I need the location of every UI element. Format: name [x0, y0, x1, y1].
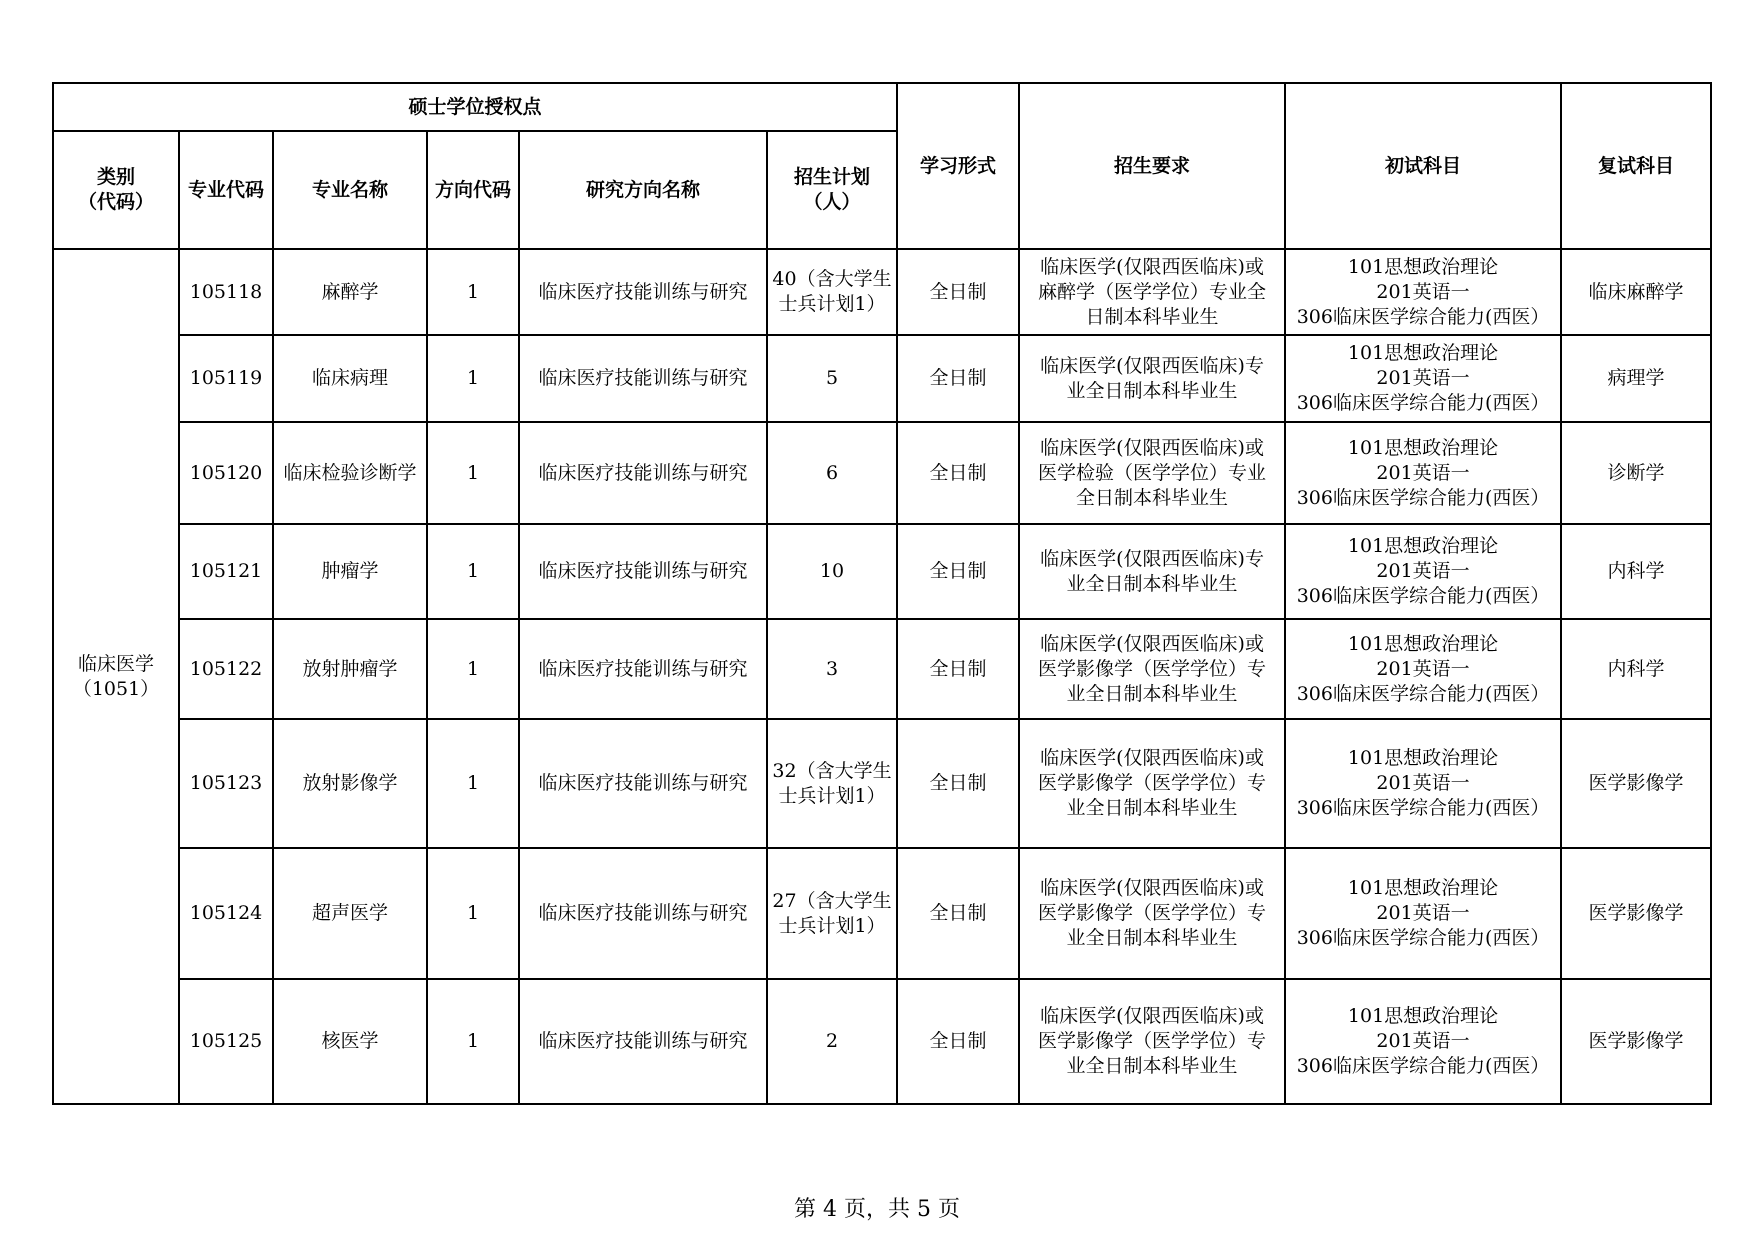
major-code: 105121	[179, 524, 273, 619]
direction-code: 1	[427, 422, 519, 524]
enrollment-plan: 27（含大学生 士兵计划1）	[767, 848, 897, 979]
major-code: 105123	[179, 719, 273, 848]
enrollment-plan: 10	[767, 524, 897, 619]
direction-code: 1	[427, 848, 519, 979]
initial-exam-subjects: 101思想政治理论 201英语一 306临床医学综合能力(西医）	[1285, 848, 1561, 979]
header-retest: 复试科目	[1561, 83, 1711, 249]
major-code: 105122	[179, 619, 273, 719]
table-row	[53, 979, 1711, 1104]
retest-subject: 临床麻醉学	[1561, 249, 1711, 335]
initial-exam-subjects: 101思想政治理论 201英语一 306临床医学综合能力(西医）	[1285, 979, 1561, 1104]
direction-code: 1	[427, 524, 519, 619]
major-name: 核医学	[273, 979, 427, 1104]
table-row	[53, 249, 1711, 335]
major-name: 肿瘤学	[273, 524, 427, 619]
study-form: 全日制	[897, 619, 1019, 719]
retest-subject: 内科学	[1561, 524, 1711, 619]
admissions-table	[52, 82, 1712, 1105]
major-name: 临床检验诊断学	[273, 422, 427, 524]
major-name: 临床病理	[273, 335, 427, 422]
category-cell: 临床医学 （1051）	[53, 249, 179, 1104]
direction-name: 临床医疗技能训练与研究	[519, 848, 767, 979]
direction-name: 临床医疗技能训练与研究	[519, 719, 767, 848]
study-form: 全日制	[897, 719, 1019, 848]
initial-exam-subjects: 101思想政治理论 201英语一 306临床医学综合能力(西医）	[1285, 619, 1561, 719]
requirements: 临床医学(仅限西医临床)或 医学影像学（医学学位）专 业全日制本科毕业生	[1019, 619, 1285, 719]
requirements: 临床医学(仅限西医临床)或 医学影像学（医学学位）专 业全日制本科毕业生	[1019, 979, 1285, 1104]
direction-name: 临床医疗技能训练与研究	[519, 422, 767, 524]
major-name: 麻醉学	[273, 249, 427, 335]
study-form: 全日制	[897, 249, 1019, 335]
direction-code: 1	[427, 249, 519, 335]
initial-exam-subjects: 101思想政治理论 201英语一 306临床医学综合能力(西医）	[1285, 524, 1561, 619]
major-code: 105120	[179, 422, 273, 524]
header-direction-code: 方向代码	[427, 131, 519, 249]
major-name: 超声医学	[273, 848, 427, 979]
table-row	[53, 335, 1711, 422]
requirements: 临床医学(仅限西医临床)或 医学影像学（医学学位）专 业全日制本科毕业生	[1019, 848, 1285, 979]
initial-exam-subjects: 101思想政治理论 201英语一 306临床医学综合能力(西医）	[1285, 335, 1561, 422]
enrollment-plan: 2	[767, 979, 897, 1104]
header-major-name: 专业名称	[273, 131, 427, 249]
group-header: 硕士学位授权点	[53, 83, 897, 131]
enrollment-plan: 40（含大学生 士兵计划1）	[767, 249, 897, 335]
study-form: 全日制	[897, 848, 1019, 979]
direction-name: 临床医疗技能训练与研究	[519, 335, 767, 422]
initial-exam-subjects: 101思想政治理论 201英语一 306临床医学综合能力(西医）	[1285, 719, 1561, 848]
direction-name: 临床医疗技能训练与研究	[519, 979, 767, 1104]
retest-subject: 病理学	[1561, 335, 1711, 422]
table-row	[53, 422, 1711, 524]
enrollment-plan: 6	[767, 422, 897, 524]
retest-subject: 医学影像学	[1561, 719, 1711, 848]
study-form: 全日制	[897, 422, 1019, 524]
table-row	[53, 719, 1711, 848]
table-row	[53, 848, 1711, 979]
direction-name: 临床医疗技能训练与研究	[519, 249, 767, 335]
requirements: 临床医学(仅限西医临床)或 麻醉学（医学学位）专业全 日制本科毕业生	[1019, 249, 1285, 335]
header-initial-exam: 初试科目	[1285, 83, 1561, 249]
enrollment-plan: 5	[767, 335, 897, 422]
header-study-form: 学习形式	[897, 83, 1019, 249]
enrollment-plan: 3	[767, 619, 897, 719]
retest-subject: 诊断学	[1561, 422, 1711, 524]
requirements: 临床医学(仅限西医临床)或 医学检验（医学学位）专业 全日制本科毕业生	[1019, 422, 1285, 524]
direction-code: 1	[427, 979, 519, 1104]
major-code: 105125	[179, 979, 273, 1104]
study-form: 全日制	[897, 335, 1019, 422]
retest-subject: 医学影像学	[1561, 848, 1711, 979]
study-form: 全日制	[897, 979, 1019, 1104]
direction-name: 临床医疗技能训练与研究	[519, 524, 767, 619]
initial-exam-subjects: 101思想政治理论 201英语一 306临床医学综合能力(西医）	[1285, 249, 1561, 335]
header-plan: 招生计划 （人）	[767, 131, 897, 249]
requirements: 临床医学(仅限西医临床)专 业全日制本科毕业生	[1019, 335, 1285, 422]
study-form: 全日制	[897, 524, 1019, 619]
header-major-code: 专业代码	[179, 131, 273, 249]
major-name: 放射肿瘤学	[273, 619, 427, 719]
direction-code: 1	[427, 619, 519, 719]
header-requirements: 招生要求	[1019, 83, 1285, 249]
retest-subject: 医学影像学	[1561, 979, 1711, 1104]
page-number: 第 4 页，共 5 页	[794, 1197, 960, 1222]
retest-subject: 内科学	[1561, 619, 1711, 719]
major-code: 105118	[179, 249, 273, 335]
major-code: 105124	[179, 848, 273, 979]
direction-name: 临床医疗技能训练与研究	[519, 619, 767, 719]
major-name: 放射影像学	[273, 719, 427, 848]
direction-code: 1	[427, 719, 519, 848]
table-row	[53, 619, 1711, 719]
requirements: 临床医学(仅限西医临床)专 业全日制本科毕业生	[1019, 524, 1285, 619]
initial-exam-subjects: 101思想政治理论 201英语一 306临床医学综合能力(西医）	[1285, 422, 1561, 524]
header-category: 类别 （代码）	[53, 131, 179, 249]
header-direction-name: 研究方向名称	[519, 131, 767, 249]
enrollment-plan: 32（含大学生 士兵计划1）	[767, 719, 897, 848]
requirements: 临床医学(仅限西医临床)或 医学影像学（医学学位）专 业全日制本科毕业生	[1019, 719, 1285, 848]
direction-code: 1	[427, 335, 519, 422]
major-code: 105119	[179, 335, 273, 422]
table-row	[53, 524, 1711, 619]
